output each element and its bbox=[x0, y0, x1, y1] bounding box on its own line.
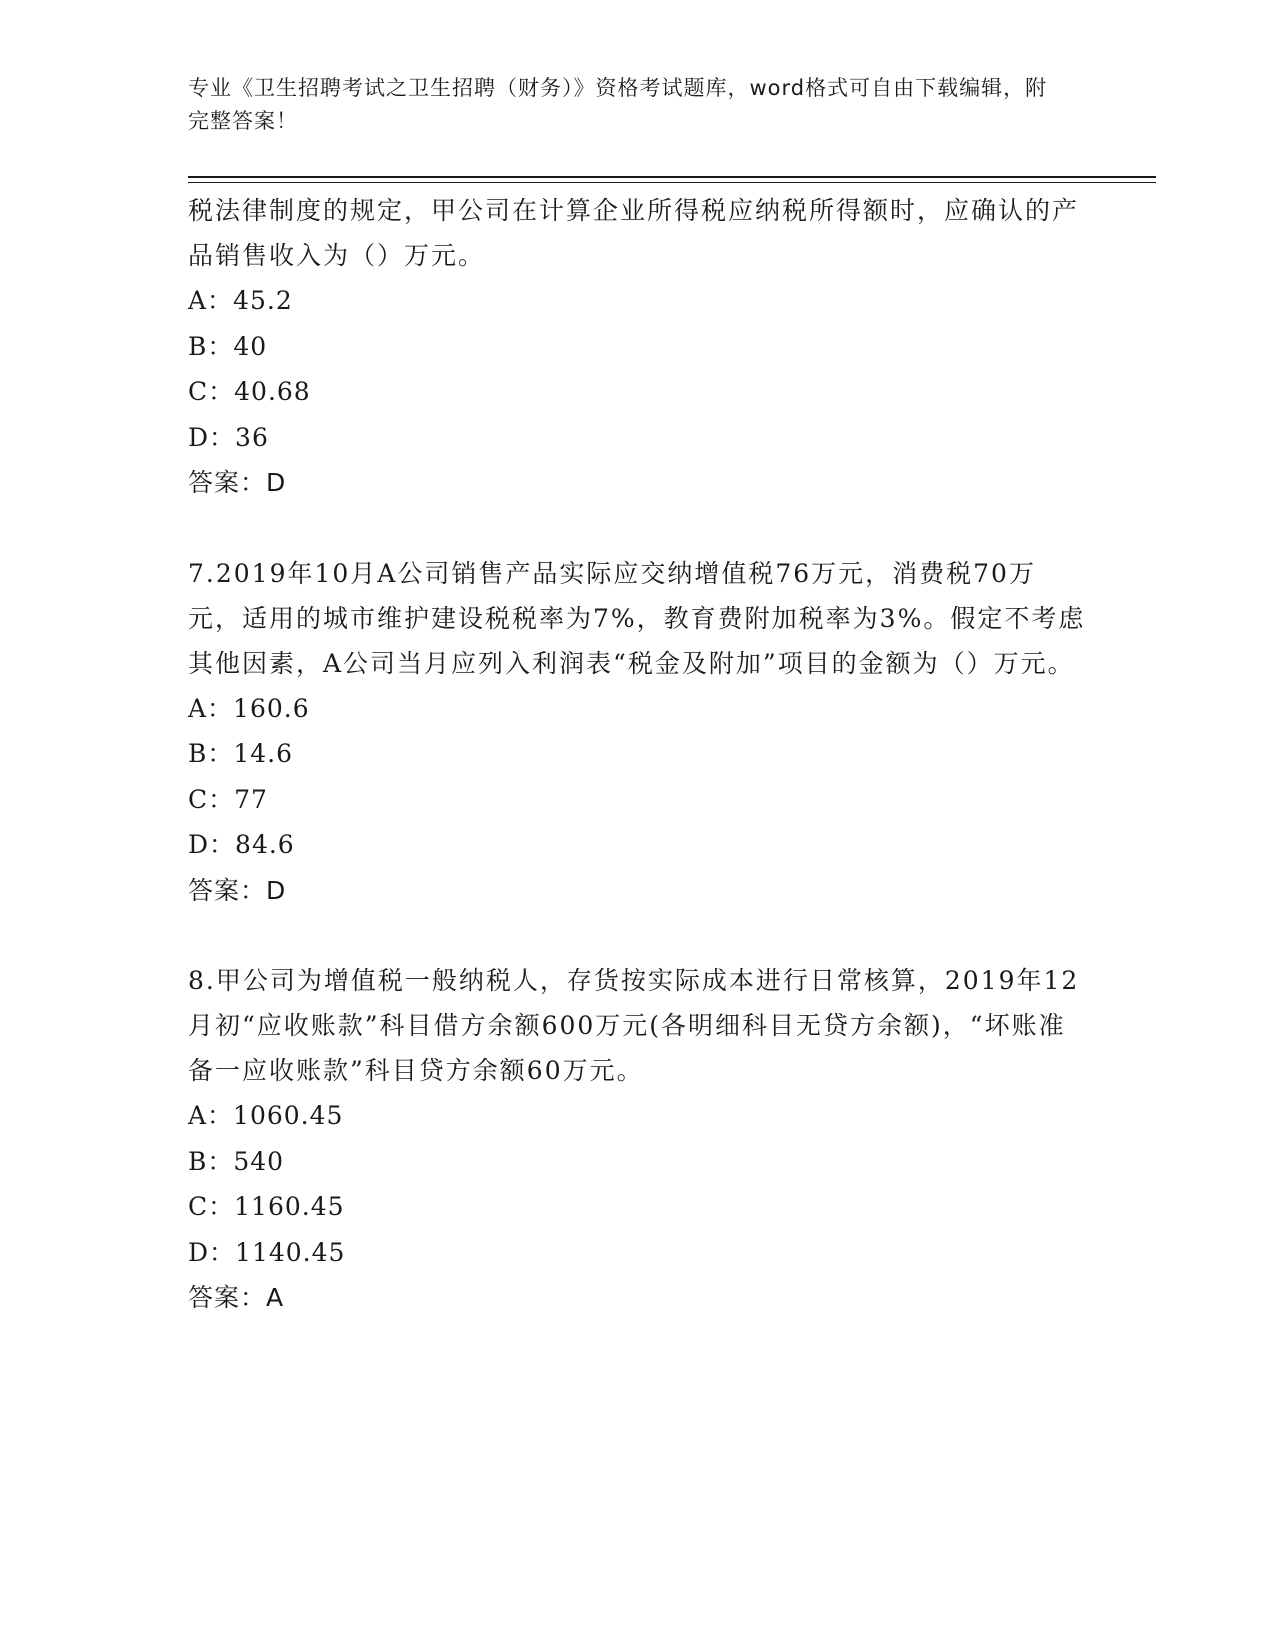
option-b: B：14.6 bbox=[188, 739, 294, 768]
question-block bbox=[188, 551, 1088, 914]
question-text: 税法律制度的规定，甲公司在计算企业所得税应纳税所得额时，应确认的产品销售收入为（）万元。 bbox=[188, 196, 1080, 270]
option-d: D：36 bbox=[188, 422, 269, 452]
document-header: 专业《卫生招聘考试之卫生招聘（财务）》资格考试题库，word格式可自由下载编辑，附完整答案！ bbox=[188, 76, 1048, 133]
option-a: A：45.2 bbox=[188, 286, 293, 315]
header-divider-thin bbox=[188, 182, 1156, 183]
option-d: D：1140.45 bbox=[188, 1237, 346, 1267]
answer-line: 答案：D bbox=[188, 468, 287, 497]
option-a: A：1060.45 bbox=[188, 1101, 344, 1130]
question-text: 7.2019年10月A公司销售产品实际应交纳增值税76万元，消费税70万元，适用的城市维护建设税税率为7%，教育费附加税率为3%。假定不考虑其他因素，A公司当月应列入利润表“税金及附加”项目的金额为（）万元。 bbox=[188, 558, 1086, 678]
spacer bbox=[188, 913, 1088, 958]
question-list bbox=[188, 188, 1088, 1321]
option-b: B：540 bbox=[188, 1146, 285, 1176]
option-c: C：77 bbox=[188, 784, 268, 814]
answer-line: 答案：D bbox=[188, 875, 287, 905]
header-divider-thick bbox=[188, 176, 1156, 178]
option-c: C：1160.45 bbox=[188, 1192, 345, 1221]
question-block bbox=[188, 188, 1088, 506]
option-b: B：40 bbox=[188, 331, 268, 361]
question-text: 8.甲公司为增值税一般纳税人，存货按实际成本进行日常核算，2019年12月初“应收账款”科目借方余额600万元(各明细科目无贷方余额)，“坏账准备一应收账款”科目贷方余额60万元。 bbox=[188, 966, 1080, 1085]
option-d: D：84.6 bbox=[188, 830, 295, 859]
spacer bbox=[188, 506, 1088, 551]
answer-line: 答案：A bbox=[188, 1283, 285, 1312]
question-block bbox=[188, 958, 1088, 1321]
option-a: A：160.6 bbox=[188, 693, 310, 723]
option-c: C：40.68 bbox=[188, 377, 311, 406]
